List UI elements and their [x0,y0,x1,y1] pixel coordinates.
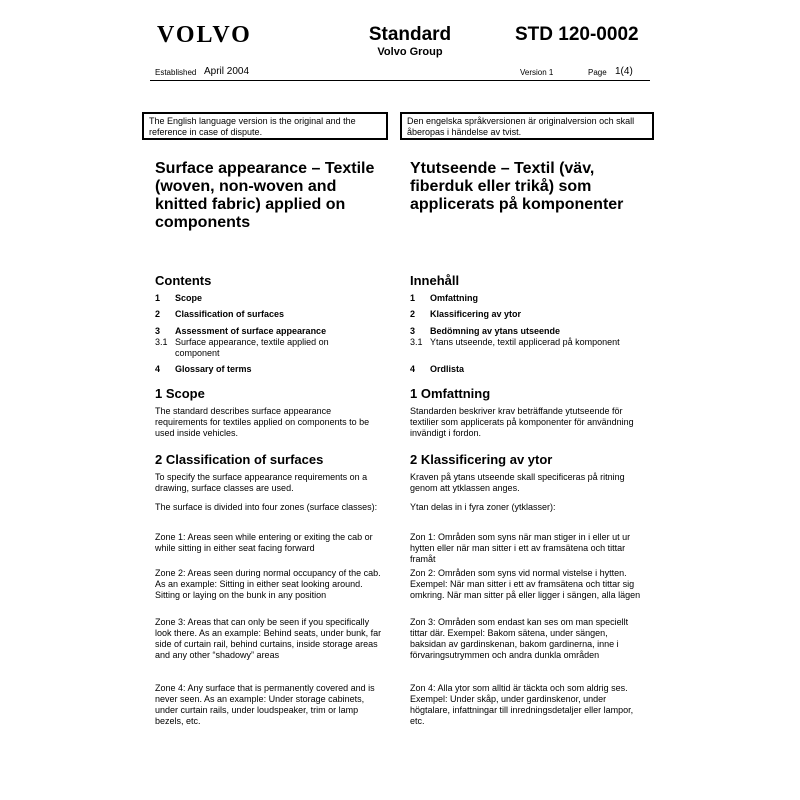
klassificering-para-1: Kraven på ytans utseende skall specificeras på ritning genom att ytklassen anges. [410,472,625,493]
toc-item[interactable]: 1 Scope [155,293,203,303]
zone-1-text: Zone 1: Areas seen while entering or exiting the cab or while sitting in either seat facing forward [155,532,373,553]
doc-group: Volvo Group [377,46,443,58]
scope-heading: 1 Scope [155,386,205,401]
note-swedish-text: Den engelska språkversionen är originalversion och skall åberopas i händelse av tvist. [407,116,635,137]
toc-item[interactable]: 2 Classification of surfaces [155,309,285,319]
omfattning-text: Standarden beskriver krav beträffande ytutseende för textilier som applicerats på komponenter för användning invändigt i fordon. [410,406,634,438]
zone-3-text: Zone 3: Areas that can only be seen if you specifically look there. As an example: Behind seats, under bunk, far side of curtain rail, behind curtains, inside storage areas and any other “shadowy” areas [155,617,382,660]
swedish-title: Ytutseende – Textil (väv, fiberduk eller trikå) som applicerats på komponenter [410,160,624,213]
classification-heading: 2 Classification of surfaces [155,452,324,467]
scope-text: The standard describes surface appearance requirements for textiles applied on components to be used inside vehicles. [155,406,370,438]
toc-item[interactable]: 2 Klassificering av ytor [410,309,522,319]
doc-type-title: Standard [368,24,452,45]
note-box-english [142,112,388,140]
classification-para-1: To specify the surface appearance requirements on a drawing, surface classes are used. [155,472,368,493]
omfattning-heading: 1 Omfattning [410,386,491,401]
toc-item[interactable]: 3 Bedömning av ytans utseende [410,326,561,336]
zone-4-text: Zone 4: Any surface that is permanently covered and is never seen. As an example: Under storage cabinets, under curtain rails, under loudspeaker, trim or lamp bezels, etc. [155,683,375,726]
klassificering-heading: 2 Klassificering av ytor [410,452,553,467]
toc-item[interactable]: 4 Ordlista [410,364,465,374]
note-box-swedish [400,112,654,140]
english-title: Surface appearance – Textile (woven, non-woven and knitted fabric) applied on components [155,160,375,231]
volvo-logo: VOLVO [157,22,252,48]
contents-heading: Contents [155,273,212,288]
toc-item[interactable]: 3.1 Ytans utseende, textil applicerad på komponent [410,337,620,347]
established-label: Established [155,68,197,77]
innehall-heading: Innehåll [410,273,460,288]
established-date: April 2004 [204,66,250,77]
swedish-toc [410,293,645,383]
toc-item[interactable]: 1 Omfattning [410,293,478,303]
version-label: Version 1 [520,68,554,77]
zone-2-text: Zone 2: Areas seen during normal occupancy of the cab. As an example: Sitting in either seat looking around. Sitting or laying on the bunk in any position [155,568,381,600]
std-number: STD 120-0002 [515,24,639,45]
page-label: Page [588,68,607,77]
toc-item[interactable]: 4 Glossary of terms [155,364,252,374]
header-divider [150,80,650,81]
zon-1-text: Zon 1: Områden som syns när man stiger in i eller ut ur hytten eller när man sitter i ett av framsätena och tittar framåt [410,532,631,564]
note-english-text: The English language version is the original and the reference in case of dispute. [149,116,356,137]
toc-item[interactable]: 3.1 Surface appearance, textile applied on component [155,337,329,358]
zon-2-text: Zon 2: Områden som syns vid normal vistelse i hytten. Exempel: När man sitter i ett av framsätena och tittar sig omkring. När man sitter på eller ligger i sängen, alla lägen [410,568,641,600]
toc-item[interactable]: 3 Assessment of surface appearance [155,326,327,336]
zon-3-text: Zon 3: Områden som endast kan ses om man speciellt tittar där. Exempel: Bakom sätena, under sängen, baksidan av gardinskenan, bakom gardinerna, inne i förvaringsutrymmen och andra dunkla områden [410,617,629,660]
klassificering-para-2: Ytan delas in i fyra zoner (ytklasser): [410,502,556,512]
english-toc [155,293,380,383]
page-value: 1(4) [615,66,633,77]
classification-para-2: The surface is divided into four zones (surface classes): [155,502,378,512]
zon-4-text: Zon 4: Alla ytor som alltid är täckta och som aldrig ses. Exempel: Under skåp, under gardinskenor, under högtalare, infattningar till inredningsdetaljer eller lampor, etc. [410,683,634,726]
